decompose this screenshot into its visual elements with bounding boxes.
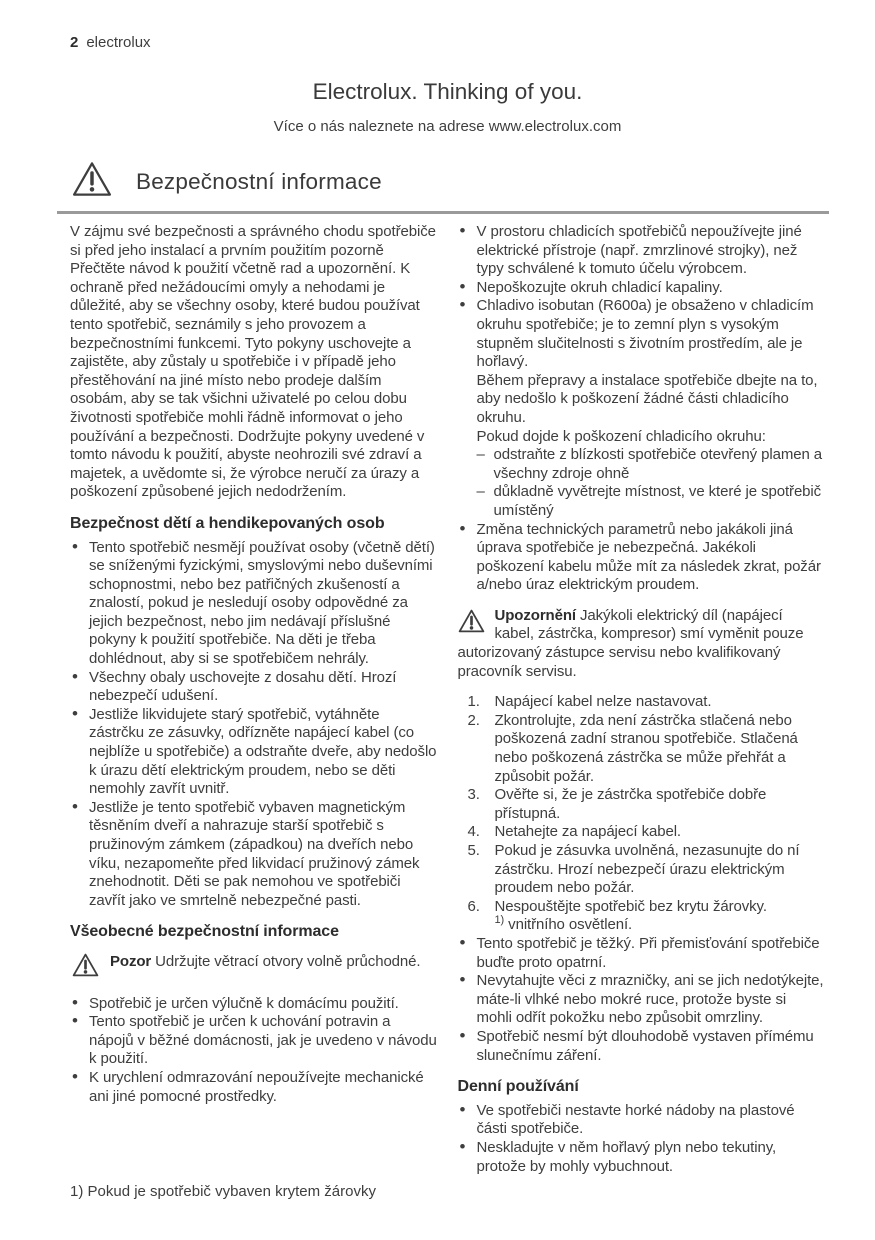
refrigerant-damage-intro: Pokud dojde k poškození chladicího okruhu: bbox=[476, 427, 766, 445]
page-footnote: 1) Pokud je spotřebič vybaven krytem žárovky bbox=[70, 1183, 376, 1200]
daily-use-list bbox=[458, 1102, 826, 1176]
footnote-ref-text: vnitřního osvětlení. bbox=[508, 916, 633, 934]
intro-paragraph: V zájmu své bezpečnosti a správného chodu spotřebiče si před jeho instalací a prvním použitím pozorně Přečtěte návod k použití včetně rad a upozornění. K ochraně před nežádoucími omyly a nehodami je důležité, aby se všechny osoby, které budou používat tento spotřebič, seznámily s jeho provozem a bezpečnostními funkcemi. Tyto pokyny uschovejte a zajistěte, aby zůstaly u spotřebiče i v případě jeho přestěhování na jiné místo nebo prodeje dalším osobám, aby se tak všichni uživatelé po celou dobu životnosti spotřebiče mohli řádně informovat o jeho používání a bezpečnosti. Dodržujte pokyny uvedené v tomto návodu k použití, abyste neohrozili své zdraví a majetek, a uvědomte si, že výrobce neručí za úrazy a poškození způsobené jejich nedodržením. bbox=[70, 223, 436, 501]
general-safety-list bbox=[70, 995, 438, 1107]
page-header bbox=[70, 34, 825, 51]
right-column bbox=[458, 223, 826, 1176]
list-item: • Tento spotřebič nesmějí používat osoby (včetně dětí) se sníženými fyzickými, smyslovými nebo duševními schopnostmi, nebo bez patřičných zkušeností a znalostí, pokud je nesledují osoby odpovědné za jejich bezpečnost, nebo jim nedávají příslušné pokyny k použití spotřebiče. Na děti je třeba dohlédnout, aby si se spotřebičem nehrály. bbox=[70, 539, 438, 669]
list-item bbox=[458, 297, 826, 520]
caution-text bbox=[110, 953, 438, 972]
list-item: • V prostoru chladicích spotřebičů nepoužívejte jiné elektrické přístroje (např. zmrzlinové strojky), než typy schválené k tomuto účelu výrobcem. bbox=[458, 223, 826, 279]
list-item: • Jestliže je tento spotřebič vybaven magnetickým těsněním dveří a nahrazuje starší spotřebič s pružinovým zámkem (západkou) na dveřích nebo víku, nezapomeňte před likvidací pružinový zámek znehodnotit. Děti se pak nemohou ve spotřebiči zavřít jako ve smrtelně nebezpečné pasti. bbox=[70, 799, 438, 911]
refrigerant-text: Chladivo isobutan (R600a) je obsaženo v chladicím okruhu spotřebiče; je to zemní plyn s vysokým stupněm slučitelnosti s životním prostředím, ale je hořlavý. bbox=[476, 297, 814, 371]
numbered-item: Netahejte za napájecí kabel. bbox=[494, 823, 681, 841]
numbered-item: Zkontrolujte, zda není zástrčka stlačená nebo poškozená zadní stranou spotřebiče. Stlačená nebo poškozená zástrčka se může přehřát a způsobit požár. bbox=[494, 711, 798, 785]
children-safety-list bbox=[70, 539, 438, 911]
list-item: • Spotřebič je určen výlučně k domácímu použití. bbox=[70, 995, 438, 1014]
handling-safety-list bbox=[458, 935, 826, 1065]
two-column-body bbox=[70, 223, 825, 1176]
cooling-safety-list bbox=[458, 223, 826, 595]
caution-body: Udržujte větrací otvory volně průchodné. bbox=[155, 952, 421, 970]
daily-use-heading: Denní používání bbox=[457, 1078, 579, 1096]
children-safety-heading: Bezpečnost dětí a hendikepovaných osob bbox=[70, 514, 385, 532]
list-item: • Nevytahujte věci z mrazničky, ani se jich nedotýkejte, máte-li vlhké nebo mokré ruce, protože byste si mohli odřít pokožku nebo způsobit omrzliny. bbox=[458, 972, 826, 1028]
section-title: Bezpečnostní informace bbox=[136, 168, 382, 194]
list-item: • Tento spotřebič je určen k uchování potravin a nápojů v běžné domácnosti, jak je uvedeno v návodu k použití. bbox=[70, 1013, 438, 1069]
numbered-item-text: Nespouštějte spotřebič bez krytu žárovky. bbox=[494, 897, 767, 915]
footnote-ref: 1) bbox=[494, 914, 505, 927]
refrigerant-transport: Během přepravy a instalace spotřebiče dbejte na to, aby nedošlo k poškození žádné části chladicího okruhu. bbox=[476, 371, 818, 426]
section-header bbox=[72, 161, 825, 202]
list-item: • Neskladujte v něm hořlavý plyn nebo tekutiny, protože by mohly vybuchnout. bbox=[458, 1139, 826, 1176]
numbered-item: Ověřte si, že je zástrčka spotřebiče dobře přístupná. bbox=[494, 786, 767, 822]
list-item: • Ve spotřebiči nestavte horké nádoby na plastové části spotřebiče. bbox=[458, 1102, 826, 1139]
warning-body: Jakýkoli elektrický díl (napájecí kabel, zástrčka, kompresor) smí vyměnit pouze autorizovaný zástupce servisu nebo kvalifikovaný pracovník servisu. bbox=[457, 606, 804, 680]
caution-label: Pozor bbox=[110, 952, 152, 970]
general-safety-heading: Všeobecné bezpečnostní informace bbox=[70, 923, 339, 941]
numbered-item: Pokud je zásuvka uvolněná, nezasunujte do ní zástrčku. Hrozí nebezpečí úrazu elektrickým proudem nebo požár. bbox=[494, 842, 800, 897]
numbered-item: Napájecí kabel nelze nastavovat. bbox=[494, 693, 712, 711]
warning-triangle-icon bbox=[72, 953, 99, 983]
list-item: • Tento spotřebič je těžký. Při přemisťování spotřebiče buďte proto opatrní. bbox=[458, 935, 826, 972]
list-item: • Spotřebič nesmí být dlouhodobě vystaven přímému slunečnímu záření. bbox=[458, 1028, 826, 1065]
list-item: • Nepoškozujte okruh chladicí kapaliny. bbox=[458, 279, 826, 298]
caution-note bbox=[72, 953, 438, 983]
electrical-rules-list bbox=[458, 693, 826, 935]
list-item: – důkladně vyvětrejte místnost, ve které je spotřebič umístěný bbox=[477, 483, 826, 520]
warning-label: Upozornění bbox=[494, 606, 576, 624]
warning-triangle-icon bbox=[458, 609, 485, 639]
list-item: • K urychlení odmrazování nepoužívejte mechanické ani jiné pomocné prostředky. bbox=[70, 1069, 438, 1106]
list-item: • Změna technických parametrů nebo jakákoli jiná úprava spotřebiče je nebezpečná. Jakékoli poškození kabelu může mít za následek zkrat, požár a/nebo úraz elektrickým proudem. bbox=[458, 521, 826, 595]
list-item: • Všechny obaly uschovejte z dosahu dětí. Hrozí nebezpečí udušení. bbox=[70, 669, 438, 706]
left-column bbox=[70, 223, 438, 1176]
damage-steps-list bbox=[477, 446, 826, 520]
section-divider bbox=[57, 211, 829, 214]
brand-subline: Více o nás naleznete na adrese www.electrolux.com bbox=[273, 118, 622, 135]
numbered-item bbox=[458, 898, 826, 935]
list-item: • Jestliže likvidujete starý spotřebič, vytáhněte zástrčku ze zásuvky, odřízněte napájecí kabel (co nejblíže u spotřebiče) a odstraňte dveře, aby nedošlo k úrazu dětí elektrickým proudem, nebo se děti nemohly zavřít uvnitř. bbox=[70, 706, 438, 799]
list-item: – odstraňte z blízkosti spotřebiče otevřený plamen a všechny zdroje ohně bbox=[477, 446, 826, 483]
brand-name: electrolux bbox=[86, 34, 151, 51]
brand-tagline: Electrolux. Thinking of you. bbox=[312, 79, 583, 104]
warning-note bbox=[458, 607, 826, 681]
page-number: 2 bbox=[70, 34, 79, 51]
warning-triangle-icon bbox=[72, 161, 112, 202]
